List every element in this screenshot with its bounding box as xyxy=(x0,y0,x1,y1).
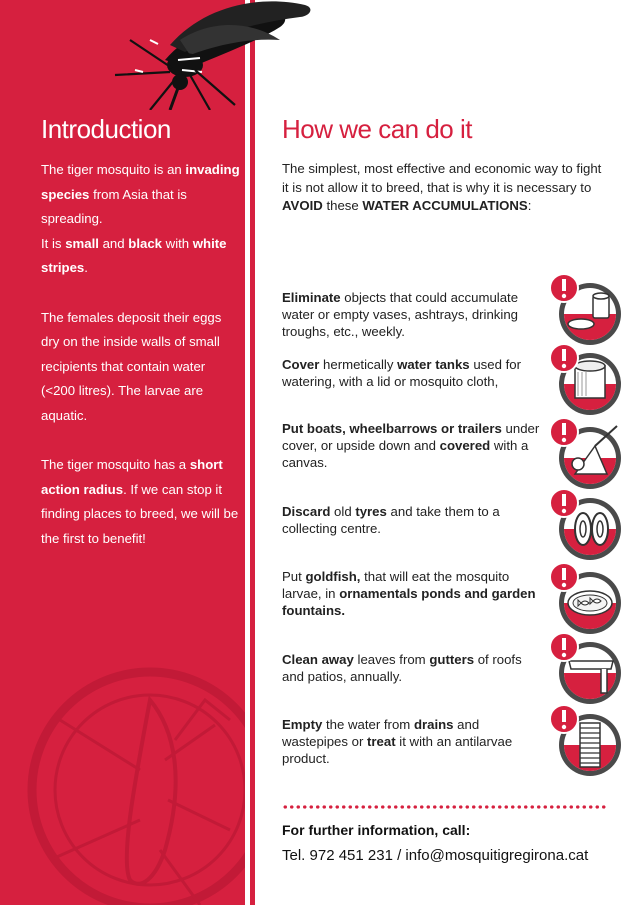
text: . xyxy=(84,260,88,276)
list-item xyxy=(282,420,547,471)
mosquito-icon xyxy=(110,0,320,110)
text: with xyxy=(162,235,193,251)
emphasis: ornamentals ponds and garden fountains. xyxy=(282,586,536,618)
gutter-icon xyxy=(545,631,623,709)
text: objects that could accumulate water or empty vases, ashtrays, drinking troughs, etc., weekly. xyxy=(282,290,519,339)
emphasis: Cover xyxy=(282,357,320,372)
how-intro xyxy=(282,160,602,216)
intro-paragraph-3: The females deposit their eggs dry on the inside walls of small recipients that contain water (<200 litres). The larvae are aquatic. xyxy=(41,309,222,423)
text: : xyxy=(527,198,532,213)
emphasis: covered xyxy=(439,438,491,453)
left-panel xyxy=(0,0,245,905)
text: with a canvas. xyxy=(282,438,529,470)
drain-icon xyxy=(545,703,623,781)
emphasis: white stripes xyxy=(41,235,227,276)
text: under cover, or upside down and xyxy=(282,421,540,453)
tyres-icon xyxy=(545,487,623,565)
contact-info: Tel. 972 451 231 / info@mosquitigregirona.cat xyxy=(282,847,589,864)
text: It is xyxy=(41,235,66,251)
emphasis: treat xyxy=(367,734,396,749)
emphasis: WATER ACCUMULATIONS xyxy=(362,198,528,213)
text: . If we can stop it finding places to breed, we will be the first to benefit! xyxy=(41,481,239,546)
emphasis: black xyxy=(128,235,162,251)
dotted-divider xyxy=(282,805,608,809)
emphasis: invading species xyxy=(41,162,240,202)
text: that will eat the mosquito larvae, in xyxy=(282,569,510,601)
emphasis: drains xyxy=(413,717,454,732)
introduction-title: Introduction xyxy=(41,114,171,144)
text: and take them to a collecting centre. xyxy=(282,504,500,536)
how-title: How we can do it xyxy=(282,114,472,144)
list-item xyxy=(282,651,547,685)
intro-paragraph-1 xyxy=(41,158,241,232)
emphasis: AVOID xyxy=(282,198,323,213)
introduction-text xyxy=(41,158,241,552)
emphasis: tyres xyxy=(355,504,387,519)
emphasis: Discard xyxy=(282,504,331,519)
text: from Asia that is spreading. xyxy=(41,186,187,227)
text: used for watering, with a lid or mosquito cloth, xyxy=(282,357,521,389)
emphasis: short action radius xyxy=(41,457,223,497)
list-item xyxy=(282,716,547,767)
text: The tiger mosquito has a xyxy=(41,457,190,473)
goldfish-pond-icon xyxy=(545,561,623,639)
text: these xyxy=(322,198,363,213)
spacer xyxy=(41,281,241,306)
vertical-stripe xyxy=(250,0,255,905)
list-item xyxy=(282,503,547,537)
intro-paragraph-4 xyxy=(41,453,241,551)
text: and xyxy=(98,235,129,251)
list-item xyxy=(282,568,547,619)
text: hermetically xyxy=(319,357,398,372)
text: of roofs and patios, annually. xyxy=(282,652,522,684)
vases-icon xyxy=(545,272,623,350)
emphasis: Clean away xyxy=(282,652,354,667)
spacer xyxy=(41,429,241,454)
emphasis: water tanks xyxy=(397,357,470,372)
intro-paragraph-2 xyxy=(41,232,241,281)
water-tank-icon xyxy=(545,342,623,420)
emphasis: Put boats, wheelbarrows or trailers xyxy=(282,421,502,436)
text: leaves from xyxy=(353,652,430,667)
emphasis: goldfish, xyxy=(305,569,361,584)
emphasis: Empty xyxy=(282,717,323,732)
list-item xyxy=(282,356,547,390)
emphasis: Eliminate xyxy=(282,290,341,305)
text: old xyxy=(330,504,356,519)
text: The tiger mosquito is an xyxy=(41,162,186,177)
list-item xyxy=(282,289,547,340)
text: The simplest, most effective and economic way to fight it is not allow it to breed, that is why it is necessary to xyxy=(282,161,602,195)
text: it with an antilarvae product. xyxy=(282,734,513,766)
contact-heading: For further information, call: xyxy=(282,822,471,838)
wheelbarrow-icon xyxy=(545,416,623,494)
text: and wastepipes or xyxy=(282,717,480,749)
text: the water from xyxy=(322,717,414,732)
emphasis: small xyxy=(65,235,99,251)
text: Put xyxy=(282,569,306,584)
emphasis: gutters xyxy=(429,652,475,667)
